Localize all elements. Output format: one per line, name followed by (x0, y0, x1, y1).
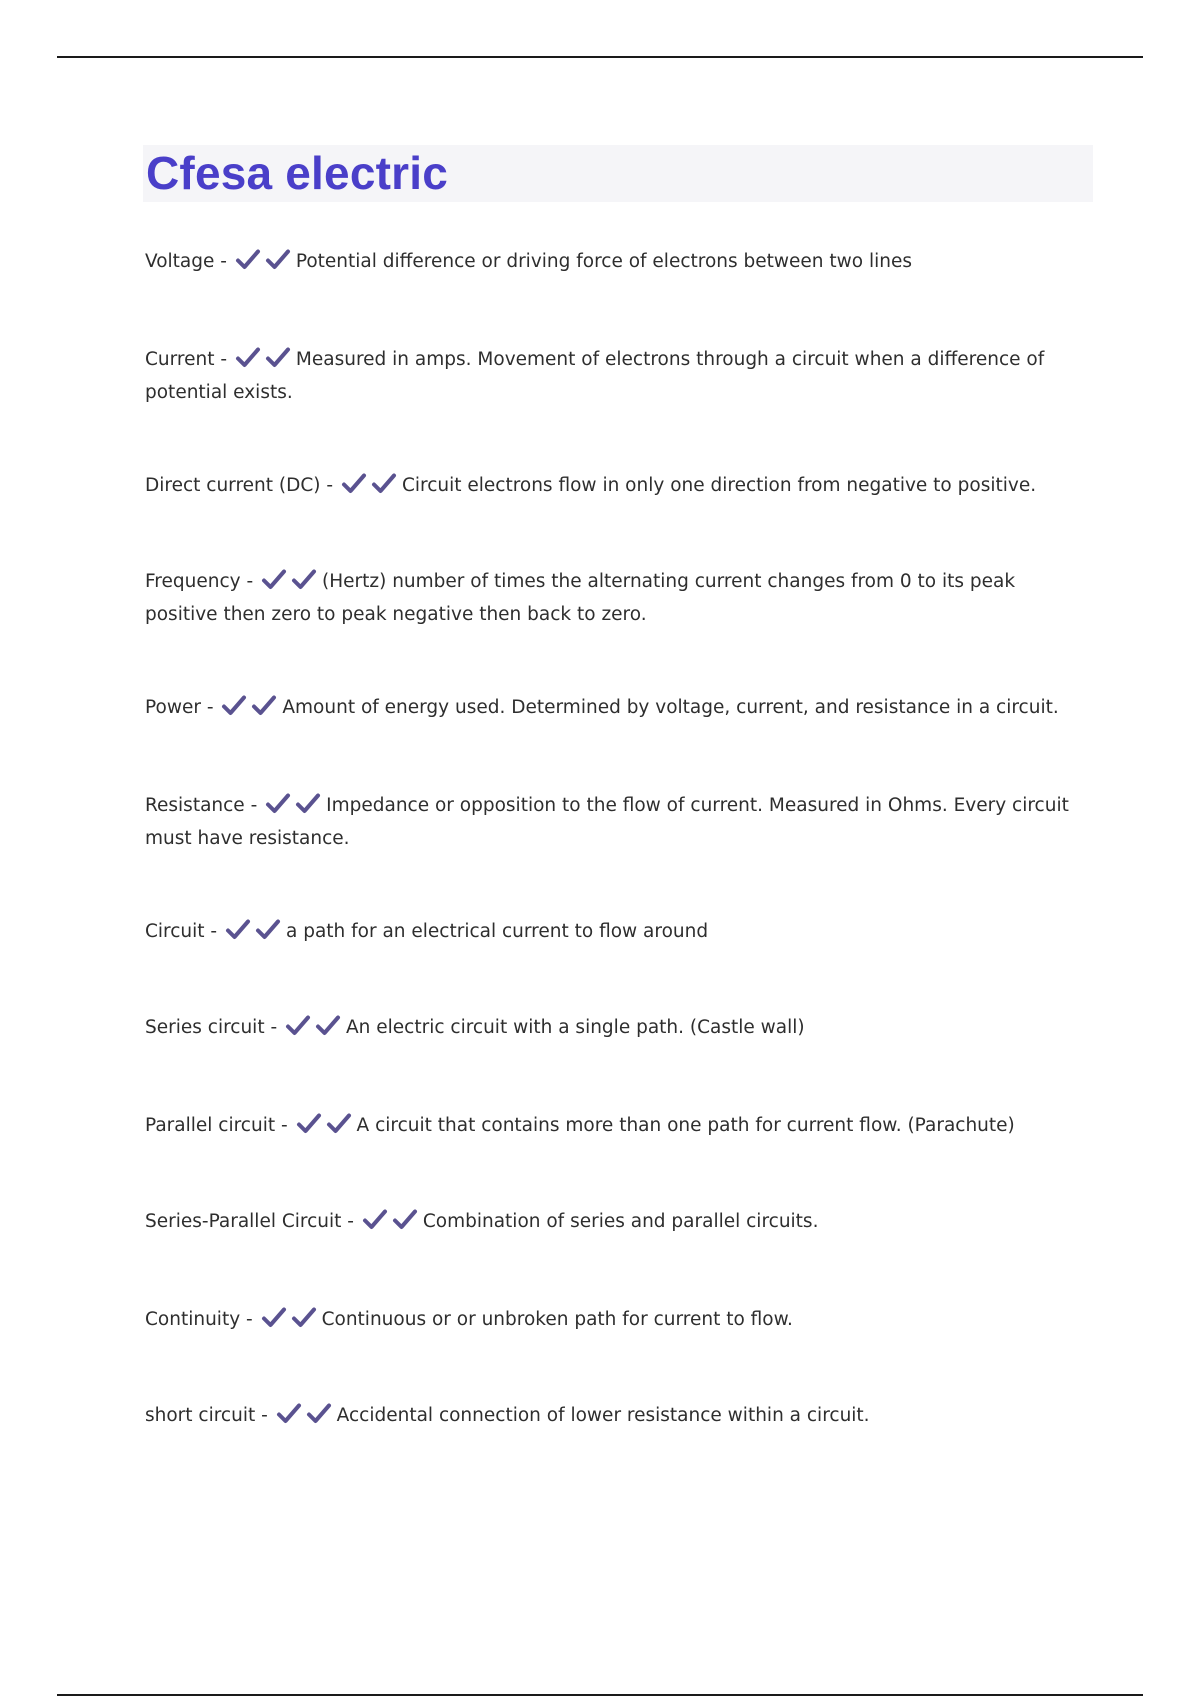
double-check-marks (261, 1306, 321, 1338)
entry-term: Current (145, 349, 215, 370)
entry-term: short circuit (145, 1405, 256, 1426)
checkmark-icon (291, 1306, 317, 1328)
entry-term: Frequency (145, 571, 241, 592)
entry-definition: An electric circuit with a single path. (Castle wall) (346, 1017, 805, 1038)
entry-definition: Potential difference or driving force of electrons between two lines (295, 251, 913, 272)
double-check-marks (261, 568, 321, 600)
entry-term: Circuit (145, 921, 205, 942)
entry-definition: Measured in amps. Movement of electrons through a circuit when a difference of potential exists. (145, 349, 1045, 403)
entry-separator: - (275, 1115, 294, 1136)
entry-definition: A circuit that contains more than one path for current flow. (Parachute) (356, 1115, 1015, 1136)
checkmark-icon (265, 792, 291, 814)
checkmark-icon (265, 248, 291, 270)
entry-separator: - (240, 571, 260, 592)
entry-separator: - (255, 1405, 274, 1426)
entry-definition: Impedance or opposition to the flow of current. Measured in Ohms. Every circuit must have resistance. (145, 795, 1069, 849)
checkmark-icon (276, 1402, 302, 1424)
double-check-marks (276, 1402, 336, 1434)
checkmark-icon (295, 792, 321, 814)
checkmark-icon (341, 472, 367, 494)
checkmark-icon (285, 1014, 311, 1036)
double-check-marks (285, 1014, 345, 1046)
entry-definition: a path for an electrical current to flow around (285, 921, 709, 942)
checkmark-icon (362, 1208, 388, 1230)
entry-term: Direct current (DC) (145, 475, 321, 496)
double-check-marks (296, 1112, 356, 1144)
entry-term: Resistance (145, 795, 245, 816)
double-check-marks (235, 346, 295, 378)
double-check-marks (265, 792, 325, 824)
checkmark-icon (225, 918, 251, 940)
double-check-marks (225, 918, 285, 950)
entry-separator: - (320, 475, 339, 496)
definition-entry (145, 1207, 1080, 1240)
entry-separator: - (244, 795, 264, 816)
definition-entry (145, 1305, 1080, 1338)
entry-term: Continuity (145, 1309, 241, 1330)
definition-entry (145, 1111, 1080, 1144)
entry-definition: Circuit electrons flow in only one direction from negative to positive. (401, 475, 1037, 496)
definition-entry (145, 345, 1080, 408)
entry-definition: Accidental connection of lower resistance within a circuit. (336, 1405, 870, 1426)
definition-entry (145, 567, 1080, 630)
definition-entry (145, 1401, 1080, 1434)
entry-definition: Continuous or or unbroken path for current to flow. (321, 1309, 793, 1330)
double-check-marks (341, 472, 401, 504)
checkmark-icon (261, 568, 287, 590)
double-check-marks (362, 1208, 422, 1240)
checkmark-icon (306, 1402, 332, 1424)
entry-separator: - (214, 251, 233, 272)
checkmark-icon (326, 1112, 352, 1134)
checkmark-icon (255, 918, 281, 940)
definition-entry (145, 247, 1080, 280)
entry-term: Series circuit (145, 1017, 265, 1038)
entry-term: Power (145, 697, 201, 718)
definition-entry (145, 917, 1080, 950)
entry-separator: - (341, 1211, 360, 1232)
entry-term: Voltage (145, 251, 215, 272)
checkmark-icon (392, 1208, 418, 1230)
definition-entry (145, 471, 1080, 504)
double-check-marks (235, 248, 295, 280)
entry-definition: (Hertz) number of times the alternating current changes from 0 to its peak positive then zero to peak negative then back to zero. (145, 571, 1016, 625)
checkmark-icon (371, 472, 397, 494)
bottom-rule (57, 1694, 1143, 1696)
entry-separator: - (204, 921, 223, 942)
page-title: Cfesa electric (146, 147, 448, 199)
double-check-marks (221, 694, 281, 726)
definition-list (145, 247, 1080, 1434)
definition-entry (145, 693, 1080, 726)
checkmark-icon (265, 346, 291, 368)
entry-term: Parallel circuit (145, 1115, 276, 1136)
checkmark-icon (291, 568, 317, 590)
checkmark-icon (251, 694, 277, 716)
checkmark-icon (221, 694, 247, 716)
entry-separator: - (264, 1017, 284, 1038)
entry-term: Series-Parallel Circuit (145, 1211, 342, 1232)
checkmark-icon (296, 1112, 322, 1134)
checkmark-icon (235, 346, 261, 368)
entry-definition: Combination of series and parallel circuits. (422, 1211, 819, 1232)
entry-separator: - (214, 349, 233, 370)
checkmark-icon (315, 1014, 341, 1036)
checkmark-icon (235, 248, 261, 270)
entry-separator: - (240, 1309, 259, 1330)
top-rule (57, 56, 1143, 58)
definition-entry (145, 791, 1080, 854)
definition-entry (145, 1013, 1080, 1046)
checkmark-icon (261, 1306, 287, 1328)
entry-separator: - (200, 697, 220, 718)
entry-definition: Amount of energy used. Determined by voltage, current, and resistance in a circuit. (282, 697, 1059, 718)
